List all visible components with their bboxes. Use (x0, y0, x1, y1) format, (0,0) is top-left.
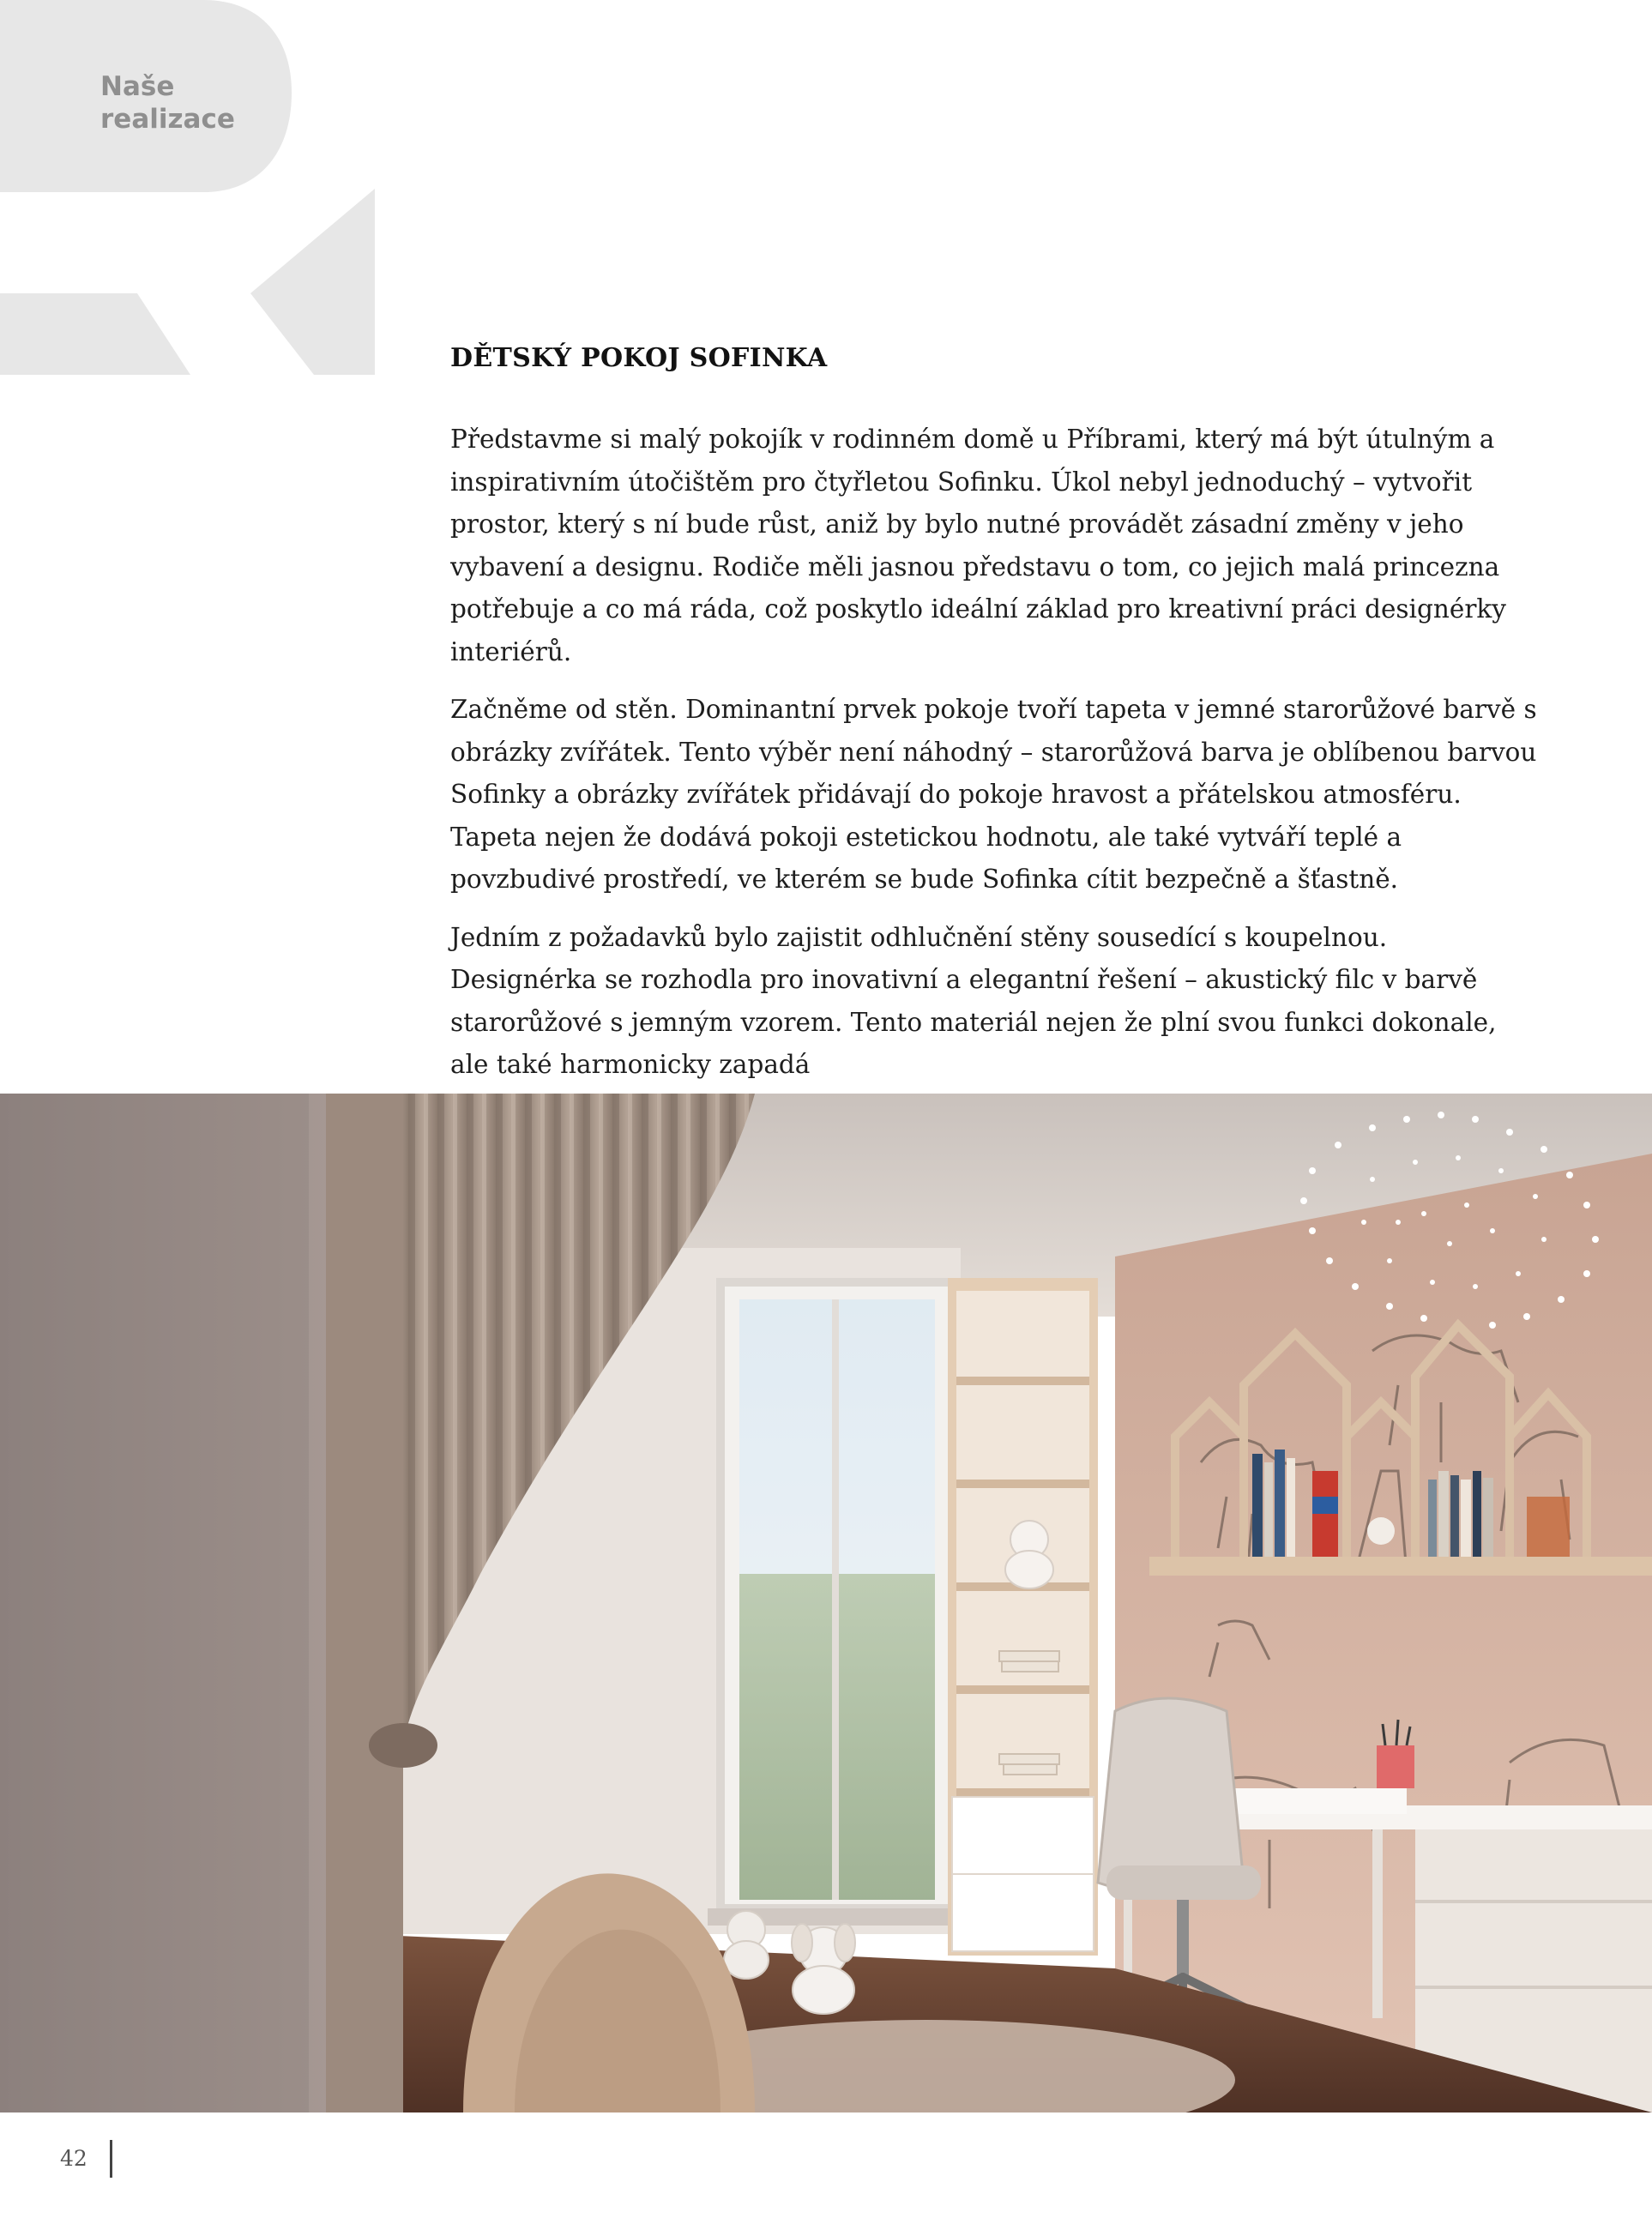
section-label-line1: Naše (100, 71, 175, 102)
article-paragraph-3: Jedním z požadavků bylo zajistit odhlučnění stěny sousedící s koupelnou. Designérka se rozhodla pro inovativní a elegantní řešení – akustický filc v barvě starorůžové s jemným vzorem. Tento materiál nejen že plní svou funkci dokonale, ale také harmonicky zapadá (450, 922, 1497, 1079)
r-logo-mark (0, 0, 377, 377)
section-label-line2: realizace (100, 104, 235, 135)
page-number: 42 (60, 2146, 87, 2171)
article-paragraph-2: Začněme od stěn. Dominantní prvek pokoje tvoří tapeta v jemné starorůžové barvě s obrázky zvířátek. Tento výběr není náhodný – starorůžová barva je oblíbenou barvou Sofinky a obrázky zvířátek přidávají do pokoje hravost a přátelskou atmosféru. Tapeta nejen že dodává pokoji estetickou hodnotu, ale také vytváří teplé a povzbudivé prostředí, ve kterém se bude Sofinka cítit bezpečně a šťastně. (450, 695, 1537, 894)
article-title: DĚTSKÝ POKOJ SOFINKA (450, 343, 828, 373)
pencil-cup (1377, 1745, 1414, 1788)
plush-bunny (724, 1911, 769, 1979)
article (450, 343, 1540, 1102)
article-paragraph-1: Představme si malý pokojík v rodinném domě u Příbrami, který má být útulným a inspirativním útočištěm pro čtyřletou Sofinku. Úkol nebyl jednoduchý – vytvořit prostor, který s ní bude růst, aniž by bylo nutné provádět zásadní změny v jeho vybavení a designu. Rodiče měli jasnou představu o tom, co jejich malá princezna potřebuje a co má ráda, což poskytlo ideální základ pro kreativní práci designérky interiérů. (450, 425, 1506, 666)
room-photo (0, 1094, 1652, 2112)
section-label (100, 70, 235, 136)
footer-divider (110, 2140, 112, 2178)
room-illustration (0, 1094, 1652, 2112)
